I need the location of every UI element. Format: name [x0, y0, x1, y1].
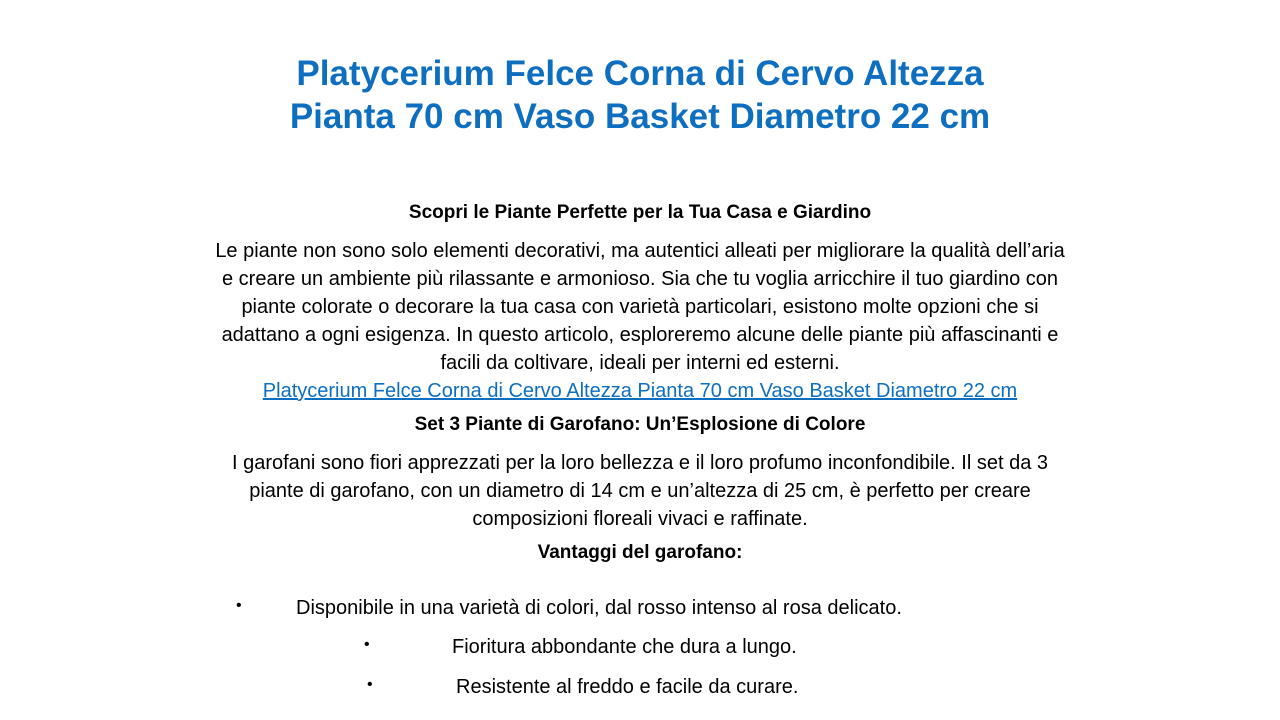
- title-line-2: Pianta 70 cm Vaso Basket Diametro 22 cm: [289, 97, 991, 136]
- section-heading-intro: Scopri le Piante Perfette per la Tua Casa e Giardino: [408, 202, 872, 223]
- garofano-line: I garofani sono fiori apprezzati per la loro bellezza e il loro profumo inconfondibile. Il set da 3: [231, 452, 1048, 474]
- title-line-1: Platycerium Felce Corna di Cervo Altezza: [296, 54, 984, 93]
- intro-paragraph: [100, 237, 1180, 405]
- slide-body: [100, 199, 1180, 577]
- bullet-text: Resistente al freddo e facile da curare.: [456, 676, 799, 698]
- intro-line: piante colorate o decorare la tua casa con varietà particolari, esistono molte opzioni che si: [241, 296, 1039, 318]
- section-heading-vantaggi: Vantaggi del garofano:: [537, 542, 743, 563]
- product-link[interactable]: Platycerium Felce Corna di Cervo Altezza Pianta 70 cm Vaso Basket Diametro 22 cm: [262, 380, 1018, 402]
- bullet-dot: •: [364, 636, 370, 653]
- bullet-text: Disponibile in una varietà di colori, dal rosso intenso al rosa delicato.: [296, 597, 902, 619]
- garofano-line: piante di garofano, con un diametro di 14 cm e un’altezza di 25 cm, è perfetto per creare: [249, 480, 1031, 502]
- bullet-dot: •: [367, 676, 373, 693]
- slide-title: [140, 52, 1140, 138]
- intro-line: Le piante non sono solo elementi decorativi, ma autentici alleati per migliorare la qualità dell’aria: [215, 240, 1065, 262]
- bullet-dot: •: [236, 597, 242, 614]
- section-heading-garofano: Set 3 Piante di Garofano: Un’Esplosione di Colore: [414, 414, 866, 435]
- garofano-line: composizioni floreali vivaci e raffinate.: [472, 508, 808, 530]
- garofano-paragraph: [100, 449, 1180, 533]
- intro-line: adattano a ogni esigenza. In questo articolo, esploreremo alcune delle piante più affascinanti e: [221, 324, 1059, 346]
- intro-line: facili da coltivare, ideali per interni ed esterni.: [440, 352, 840, 374]
- intro-line: e creare un ambiente più rilassante e armonioso. Sia che tu voglia arricchire il tuo giardino con: [221, 268, 1058, 290]
- bullet-text: Fioritura abbondante che dura a lungo.: [452, 636, 797, 658]
